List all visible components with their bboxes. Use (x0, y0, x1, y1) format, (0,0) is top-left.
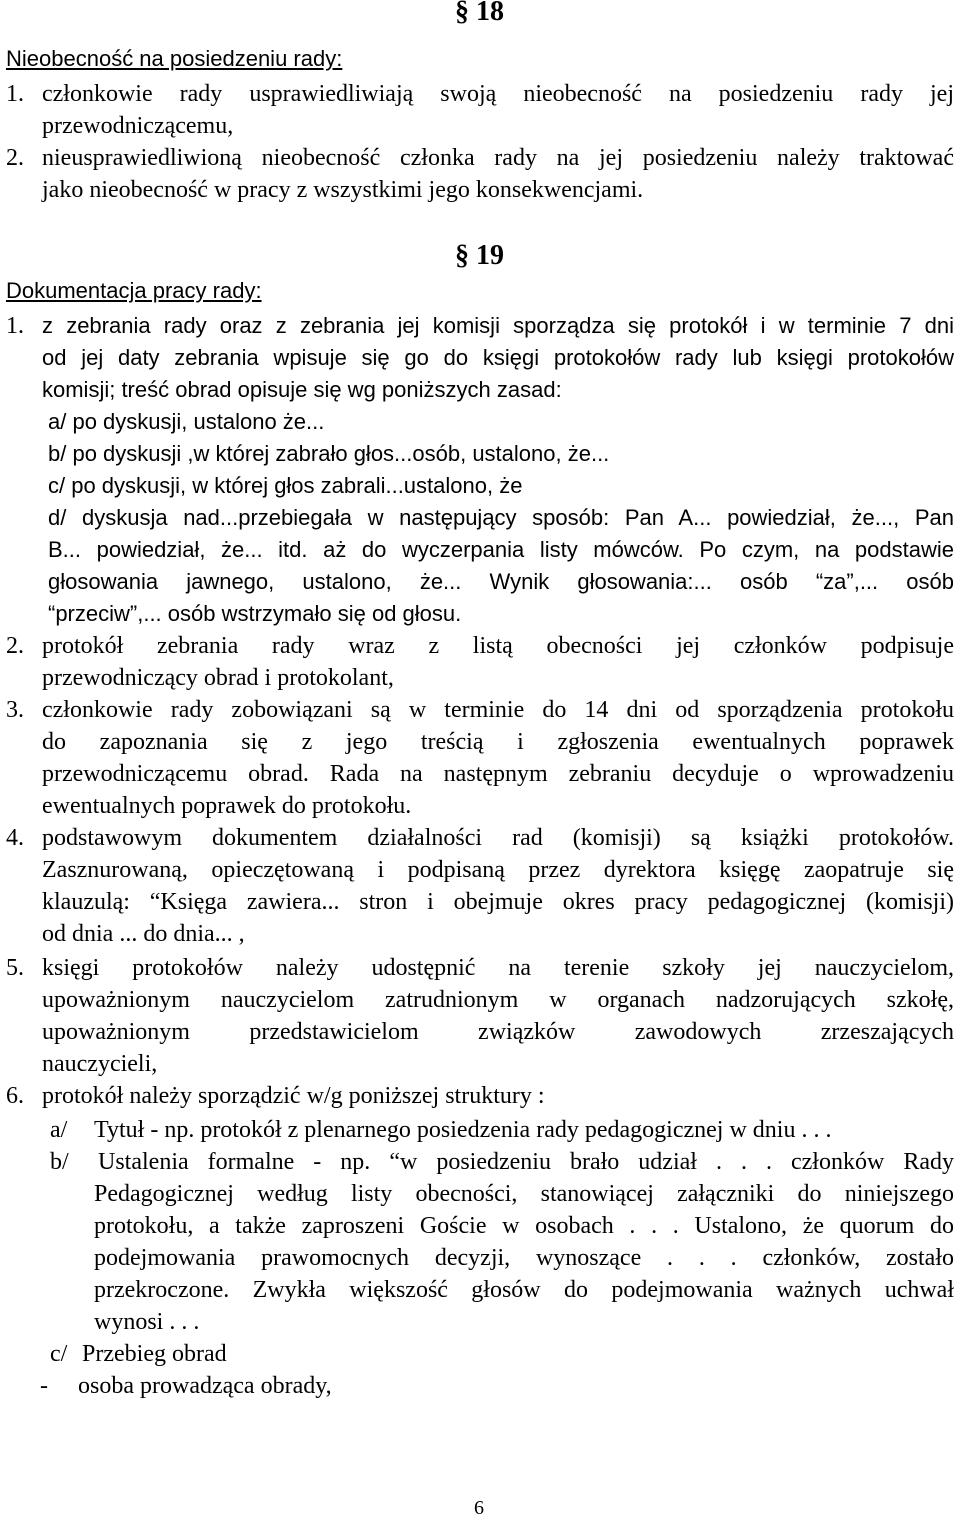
item-1-line-3: komisji; treść obrad opisuje się wg poniższych zasad: (42, 377, 562, 402)
section-18-heading: Nieobecność na posiedzeniu rady: (6, 46, 343, 71)
item-1-sub-d-line-3: głosowania jawnego, ustalono, że... Wynik głosowania:... osób “za”,... osób (48, 569, 954, 594)
item-3-line-4: ewentualnych poprawek do protokołu. (42, 793, 412, 819)
item-6-a-label: a/ (50, 1117, 68, 1143)
item-6-b-line-6: wynosi . . . (94, 1309, 200, 1335)
s18-item-1-line-2: przewodniczącemu, (42, 113, 234, 139)
item-1-sub-a: a/ po dyskusji, ustalono że... (48, 409, 325, 434)
item-6-a-text: Tytuł - np. protokół z plenarnego posiedzenia rady pedagogicznej w dniu . . . (94, 1117, 832, 1143)
item-3-line-2: do zapoznania się z jego treścią i zgłoszenia ewentualnych poprawek (42, 729, 954, 755)
item-6-b-line-3: protokołu, a także zaproszeni Goście w osobach . . . Ustalono, że quorum do (94, 1213, 954, 1239)
item-4-line-1: podstawowym dokumentem działalności rad (komisji) są książki protokołów. (42, 825, 954, 851)
item-6-line-1: protokół należy sporządzić w/g poniższej struktury : (42, 1083, 545, 1109)
s18-item-2-number: 2. (6, 145, 24, 171)
item-1-line-2: od jej daty zebrania wpisuje się go do księgi protokołów rady lub księgi protokołów (42, 345, 954, 370)
item-5-line-3: upoważnionym przedstawicielom związków zawodowych zrzeszających (42, 1019, 954, 1045)
section-18-mark: § 18 (455, 0, 504, 27)
item-1-line-1: z zebrania rady oraz z zebrania jej komisji sporządza się protokół i w terminie 7 dni (42, 313, 954, 338)
item-1-sub-d-line-1: d/ dyskusja nad...przebiegała w następujący sposób: Pan A... powiedział, że..., Pan (48, 505, 954, 530)
item-6-c-text: Przebieg obrad (82, 1341, 227, 1367)
item-2-line-1: protokół zebrania rady wraz z listą obecności jej członków podpisuje (42, 633, 954, 659)
section-19-mark: § 19 (455, 240, 504, 271)
item-5-line-1: księgi protokołów należy udostępnić na terenie szkoły jej nauczycielom, (42, 955, 954, 981)
section-19-heading: Dokumentacja pracy rady: (6, 278, 262, 303)
item-1-sub-d-line-4: “przeciw”,... osób wstrzymało się od głosu. (48, 601, 462, 626)
item-4-line-3: klauzulą: “Księga zawiera... stron i obejmuje okres pracy pedagogicznej (komisji) (42, 889, 954, 915)
s18-item-1-number: 1. (6, 81, 24, 107)
item-1-sub-b: b/ po dyskusji ,w której zabrało głos...osób, ustalono, że... (48, 441, 610, 466)
item-6-b-line-2: Pedagogicznej według listy obecności, stanowiącej załączniki do niniejszego (94, 1181, 954, 1207)
s18-item-1-line-1: członkowie rady usprawiedliwiają swoją nieobecność na posiedzeniu rady jej (42, 81, 954, 107)
item-5-line-2: upoważnionym nauczycielom zatrudnionym w organach nadzorujących szkołę, (42, 987, 954, 1013)
item-3-line-1: członkowie rady zobowiązani są w terminie do 14 dni od sporządzenia protokołu (42, 697, 954, 723)
item-6-dash: - (40, 1373, 48, 1399)
item-6-dash-text: osoba prowadząca obrady, (78, 1373, 332, 1399)
item-2-line-2: przewodniczący obrad i protokolant, (42, 665, 394, 691)
item-5-number: 5. (6, 955, 24, 981)
item-4-number: 4. (6, 825, 24, 851)
item-4-line-2: Zasznurowaną, opieczętowaną i podpisaną przez dyrektora księgę zaopatruje się (42, 857, 954, 883)
item-3-line-3: przewodniczącemu obrad. Rada na następnym zebraniu decyduje o wprowadzeniu (42, 761, 954, 787)
item-6-b-label: b/ (50, 1149, 69, 1175)
item-2-number: 2. (6, 633, 24, 659)
item-1-number: 1. (6, 313, 24, 339)
item-3-number: 3. (6, 697, 24, 723)
item-1-sub-c: c/ po dyskusji, w której głos zabrali...ustalono, że (48, 473, 523, 498)
item-4-line-4: od dnia ... do dnia... , (42, 921, 245, 947)
item-1-sub-d-line-2: B... powiedział, że... itd. aż do wyczerpania listy mówców. Po czym, na podstawie (48, 537, 954, 562)
item-5-line-4: nauczycieli, (42, 1051, 158, 1077)
s18-item-2-line-2: jako nieobecność w pracy z wszystkimi jego konsekwencjami. (42, 177, 644, 203)
item-6-b-line-5: przekroczone. Zwykła większość głosów do podejmowania ważnych uchwał (94, 1277, 954, 1303)
page-number: 6 (474, 1497, 484, 1519)
item-6-b-line-1: Ustalenia formalne - np. “w posiedzeniu brało udział . . . członków Rady (98, 1149, 954, 1175)
item-6-number: 6. (6, 1083, 24, 1109)
s18-item-2-line-1: nieusprawiedliwioną nieobecność członka rady na jej posiedzeniu należy traktować (42, 145, 954, 171)
item-6-b-line-4: podejmowania prawomocnych decyzji, wynoszące . . . członków, zostało (94, 1245, 954, 1271)
item-6-c-label: c/ (50, 1341, 68, 1367)
